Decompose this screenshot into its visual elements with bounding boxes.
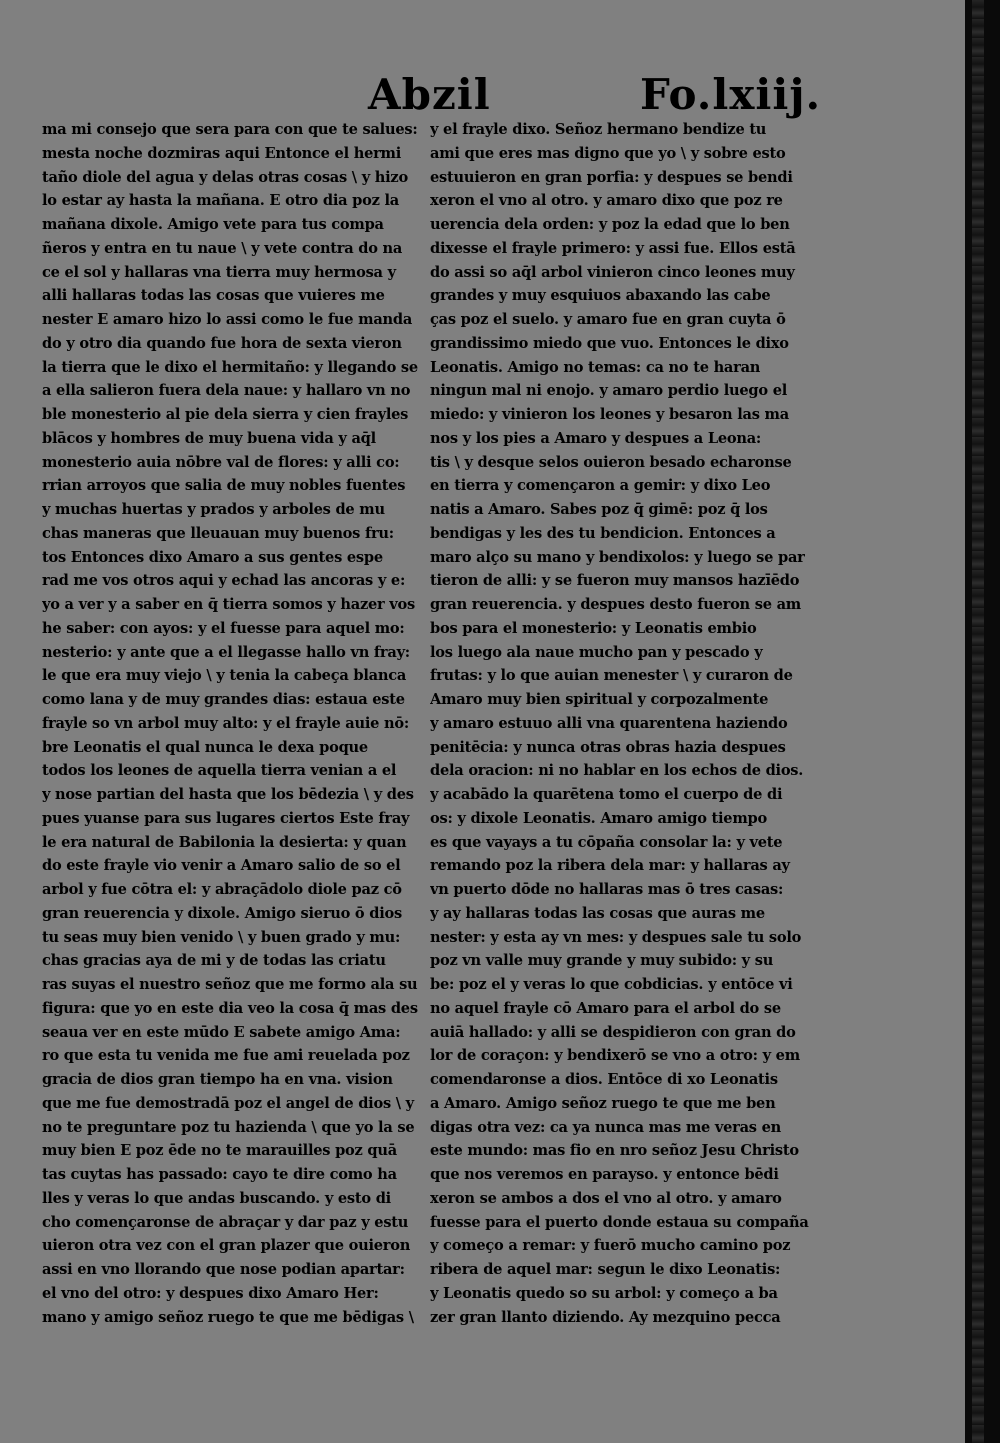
text-line: figura: que yo en este dia veo la cosa q̄ mas des xyxy=(42,999,418,1017)
text-line: rad me vos otros aqui y echad las ancoras y e: xyxy=(42,572,406,590)
text-line: ribera de aquel mar: segun le dixo Leonatis: xyxy=(430,1261,781,1278)
left-text-column xyxy=(42,118,422,1329)
text-line: lo estar ay hasta la mañana. E otro dia poz la xyxy=(42,192,399,210)
text-line: xeron se ambos a dos el vno al otro. y amaro xyxy=(430,1189,782,1207)
text-line: muy bien E poz ēde no te marauilles poz quā xyxy=(42,1142,397,1160)
text-line: tieron de alli: y se fueron muy mansos hazīēdo xyxy=(430,572,800,590)
text-line: ma mi consejo que sera para con que te salues: xyxy=(42,121,418,138)
text-line: uerencia dela orden: y poz la edad que lo ben xyxy=(430,216,790,233)
text-line: que nos veremos en parayso. y entonce bēdi xyxy=(430,1166,779,1183)
text-line: y Leonatis quedo so su arbol: y começo a ba xyxy=(430,1284,778,1302)
folio-number: Fo.lxiij. xyxy=(640,70,822,119)
text-line: la tierra que le dixo el hermitaño: y llegando se xyxy=(42,358,418,376)
text-line: a Amaro. Amigo señoz ruego te que me ben xyxy=(430,1094,776,1112)
text-line: y muchas huertas y prados y arboles de mu xyxy=(42,501,385,518)
text-line: le era natural de Babilonia la desierta: y quan xyxy=(42,833,407,851)
text-line: y ay hallaras todas las cosas que auras me xyxy=(430,904,765,922)
text-line: ningun mal ni enojo. y amaro perdio luego el xyxy=(430,382,788,400)
text-line: do este frayle vio venir a Amaro salio de so el xyxy=(42,857,401,875)
text-line: taño diole del agua y delas otras cosas \ y hizo xyxy=(42,168,408,186)
text-line: miedo: y vinieron los leones y besaron las ma xyxy=(430,406,789,423)
text-line: blācos y hombres de muy buena vida y aq̄l xyxy=(42,429,376,447)
text-line: pues yuanse para sus lugares ciertos Este fray xyxy=(42,809,410,827)
text-line: tis \ y desque selos ouieron besado echaronse xyxy=(430,453,792,471)
text-line: xeron el vno al otro. y amaro dixo que poz re xyxy=(430,192,783,210)
text-line: grandissimo miedo que vuo. Entonces le dixo xyxy=(430,334,789,352)
text-line: yo a ver y a saber en q̄ tierra somos y hazer vos xyxy=(42,596,415,613)
text-line: he saber: con ayos: y el fuesse para aquel mo: xyxy=(42,619,405,637)
text-line: el vno del otro: y despues dixo Amaro Her: xyxy=(42,1284,379,1302)
text-line: tas cuytas has passado: cayo te dire como ha xyxy=(42,1166,397,1183)
text-line: fuesse para el puerto donde estaua su compaña xyxy=(430,1213,809,1231)
text-line: es que vayays a tu cōpaña consolar la: y vete xyxy=(430,833,783,851)
text-line: chas maneras que lleuauan muy buenos fru: xyxy=(42,524,394,542)
text-line: rrian arroyos que salia de muy nobles fuentes xyxy=(42,477,406,495)
text-line: como lana y de muy grandes dias: estaua este xyxy=(42,691,405,708)
text-line: Amaro muy bien spiritual y corpozalmente xyxy=(430,691,769,708)
text-line: nesterio: y ante que a el llegasse hallo vn fray: xyxy=(42,643,410,661)
text-line: dixesse el frayle primero: y assi fue. Ellos estā xyxy=(430,239,796,257)
text-line: no te preguntare poz tu hazienda \ que yo la se xyxy=(42,1118,415,1136)
text-line: que me fue demostradā poz el angel de dios \ y xyxy=(42,1094,414,1112)
text-line: gran reuerencia. y despues desto fueron se am xyxy=(430,596,801,613)
text-line: ro que esta tu venida me fue ami reuelada poz xyxy=(42,1047,410,1065)
text-line: mesta noche dozmiras aqui Entonce el hermi xyxy=(42,144,402,162)
text-line: en tierra y començaron a gemir: y dixo Leo xyxy=(430,477,771,495)
text-line: auiā hallado: y alli se despidieron con gran do xyxy=(430,1023,796,1041)
text-line: grandes y muy esquiuos abaxando las cabe xyxy=(430,287,771,305)
text-line: comendaronse a dios. Entōce di xo Leonatis xyxy=(430,1071,778,1088)
text-line: alli hallaras todas las cosas que vuieres me xyxy=(42,287,385,305)
text-line: dela oracion: ni no hablar en los echos de dios. xyxy=(430,762,804,780)
text-line: uieron otra vez con el gran plazer que ouieron xyxy=(42,1237,411,1255)
text-line: vn puerto dōde no hallaras mas ō tres casas: xyxy=(430,881,784,898)
text-line: frutas: y lo que auian menester \ y curaron de xyxy=(430,667,793,685)
text-line: remando poz la ribera dela mar: y hallaras ay xyxy=(430,857,790,875)
text-line: y el frayle dixo. Señoz hermano bendize tu xyxy=(430,121,767,138)
text-line: bos para el monesterio: y Leonatis embio xyxy=(430,619,757,637)
scan-edge-shade xyxy=(972,0,984,1443)
text-line: frayle so vn arbol muy alto: y el frayle auie nō: xyxy=(42,714,410,732)
text-line: be: poz el y veras lo que cobdicias. y entōce vi xyxy=(430,976,793,993)
text-line: digas otra vez: ca ya nunca mas me veras en xyxy=(430,1118,781,1136)
text-line: natis a Amaro. Sabes poz q̄ gimē: poz q̄ los xyxy=(430,501,768,518)
text-line: y nose partian del hasta que los bēdezia \ y des xyxy=(42,786,414,803)
right-text-column xyxy=(430,118,822,1329)
text-line: tos Entonces dixo Amaro a sus gentes espe xyxy=(42,548,383,566)
text-line: maro alço su mano y bendixolos: y luego se par xyxy=(430,548,805,566)
text-line: lles y veras lo que andas buscando. y esto di xyxy=(42,1189,391,1207)
text-line: ami que eres mas digno que yo \ y sobre esto xyxy=(430,144,786,162)
text-line: lor de coraçon: y bendixerō se vno a otro: y em xyxy=(430,1047,800,1065)
text-line: gran reuerencia y dixole. Amigo sieruo ō dios xyxy=(42,904,402,922)
text-line: bendigas y les des tu bendicion. Entonces a xyxy=(430,524,776,542)
text-line: ñeros y entra en tu naue \ y vete contra do na xyxy=(42,239,403,257)
text-line: cho començaronse de abraçar y dar paz y estu xyxy=(42,1213,409,1231)
text-line: monesterio auia nōbre val de flores: y alli co: xyxy=(42,453,400,471)
text-line: ras suyas el nuestro señoz que me formo ala su xyxy=(42,976,418,993)
text-line: le que era muy viejo \ y tenia la cabeça blanca xyxy=(42,667,407,685)
text-line: y começo a remar: y fuerō mucho camino poz xyxy=(430,1237,791,1255)
text-line: estuuieron en gran porfia: y despues se bendi xyxy=(430,168,793,186)
text-line: y amaro estuuo alli vna quarentena haziendo xyxy=(430,714,788,732)
text-line: nos y los pies a Amaro y despues a Leona: xyxy=(430,429,762,447)
text-line: assi en vno llorando que nose podian apartar: xyxy=(42,1261,405,1278)
text-line: mañana dixole. Amigo vete para tus compa xyxy=(42,216,384,233)
text-line: ce el sol y hallaras vna tierra muy hermosa y xyxy=(42,263,396,281)
text-line: a ella salieron fuera dela naue: y hallaro vn no xyxy=(42,382,411,400)
text-line: ble monesterio al pie dela sierra y cien frayles xyxy=(42,406,409,423)
text-line: los luego ala naue mucho pan y pescado y xyxy=(430,643,763,661)
text-line: ças poz el suelo. y amaro fue en gran cuyta ō xyxy=(430,311,786,328)
text-line: todos los leones de aquella tierra venian a el xyxy=(42,762,397,780)
text-line: mano y amigo señoz ruego te que me bēdigas \ xyxy=(42,1308,414,1326)
text-line: nester E amaro hizo lo assi como le fue manda xyxy=(42,311,413,328)
text-line: no aquel frayle cō Amaro para el arbol do se xyxy=(430,999,781,1017)
text-line: bre Leonatis el qual nunca le dexa poque xyxy=(42,738,368,756)
text-line: y acabādo la quarētena tomo el cuerpo de di xyxy=(430,786,783,803)
text-line: nester: y esta ay vn mes: y despues sale tu solo xyxy=(430,928,802,946)
text-line: poz vn valle muy grande y muy subido: y su xyxy=(430,952,774,970)
text-line: zer gran llanto diziendo. Ay mezquino pecca xyxy=(430,1308,781,1326)
text-line: gracia de dios gran tiempo ha en vna. vision xyxy=(42,1071,393,1088)
text-line: Leonatis. Amigo no temas: ca no te haran xyxy=(430,358,761,376)
text-line: chas gracias aya de mi y de todas las criatu xyxy=(42,952,386,970)
text-line: do y otro dia quando fue hora de sexta vieron xyxy=(42,334,402,352)
text-line: arbol y fue cōtra el: y abraçādolo diole paz cō xyxy=(42,881,402,898)
text-line: tu seas muy bien venido \ y buen grado y mu: xyxy=(42,928,401,946)
text-line: este mundo: mas fio en nro señoz Jesu Christo xyxy=(430,1142,799,1160)
text-line: penitēcia: y nunca otras obras hazia despues xyxy=(430,738,786,756)
running-head-month: Abzil xyxy=(368,70,491,119)
text-line: os: y dixole Leonatis. Amaro amigo tiempo xyxy=(430,809,767,827)
text-line: seaua ver en este mūdo E sabete amigo Ama: xyxy=(42,1023,401,1041)
text-line: do assi so aq̄l arbol vinieron cinco leones muy xyxy=(430,263,795,281)
